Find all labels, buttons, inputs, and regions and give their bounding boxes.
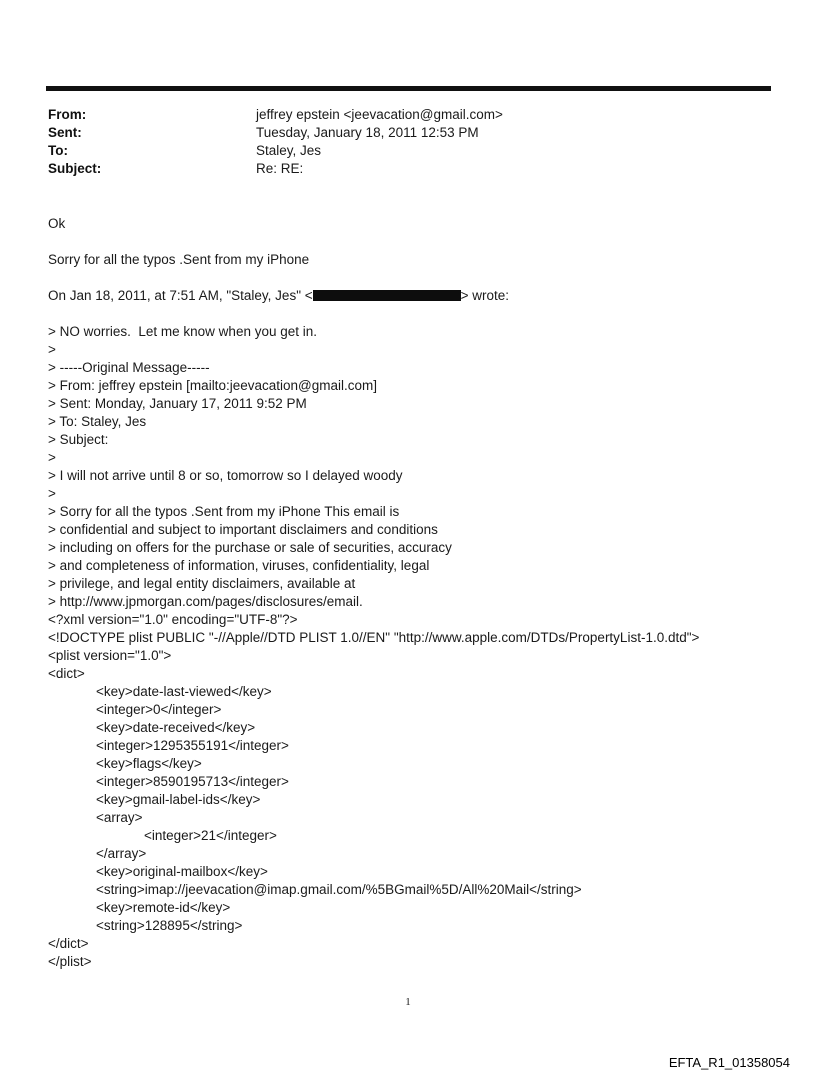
- plist-doctype: <!DOCTYPE plist PUBLIC "-//Apple//DTD PLIST 1.0//EN" "http://www.apple.com/DTDs/PropertyList-1.0.dtd">: [48, 630, 700, 645]
- quoted-line: > confidential and subject to important disclaimers and conditions: [48, 522, 438, 537]
- subject-value: Re: RE:: [256, 161, 304, 176]
- redaction-bar: [313, 290, 461, 301]
- quoted-line: > including on offers for the purchase or sale of securities, accuracy: [48, 540, 452, 555]
- from-row: [48, 106, 748, 124]
- sent-row: [48, 124, 748, 142]
- reply-ok: Ok: [48, 216, 66, 231]
- to-row: [48, 142, 748, 160]
- to-label: To:: [48, 143, 68, 158]
- dict-line: <key>gmail-label-ids</key>: [96, 792, 261, 807]
- quoted-line: >: [48, 486, 56, 501]
- dict-line: <key>remote-id</key>: [96, 900, 231, 915]
- quoted-message: [48, 323, 788, 611]
- dict-line: <string>imap://jeevacation@imap.gmail.com/%5BGmail%5D/All%20Mail</string>: [96, 882, 582, 897]
- plist-block: [48, 611, 788, 971]
- sent-label: Sent:: [48, 125, 82, 140]
- quoted-line: >: [48, 450, 56, 465]
- quoted-line: > NO worries. Let me know when you get in.: [48, 324, 317, 339]
- quoted-line: > I will not arrive until 8 or so, tomorrow so I delayed woody: [48, 468, 403, 483]
- dict-line: <integer>0</integer>: [96, 702, 222, 717]
- sent-value: Tuesday, January 18, 2011 12:53 PM: [256, 125, 479, 140]
- array-item: <integer>21</integer>: [144, 828, 277, 843]
- quoted-line: > -----Original Message-----: [48, 360, 210, 375]
- dict-line: <integer>8590195713</integer>: [96, 774, 289, 789]
- from-label: From:: [48, 107, 87, 122]
- from-value: jeffrey epstein <jeevacation@gmail.com>: [256, 107, 503, 122]
- email-header: [48, 106, 748, 178]
- dict-line: <integer>1295355191</integer>: [96, 738, 289, 753]
- reply-signature: Sorry for all the typos .Sent from my iPhone: [48, 252, 310, 267]
- quoted-line: > To: Staley, Jes: [48, 414, 147, 429]
- subject-label: Subject:: [48, 161, 102, 176]
- quoted-line: > Subject:: [48, 432, 109, 447]
- attribution-suffix: > wrote:: [460, 288, 510, 303]
- attribution-prefix: On Jan 18, 2011, at 7:51 AM, "Staley, Jes" <: [48, 288, 313, 303]
- quoted-line: > and completeness of information, viruses, confidentiality, legal: [48, 558, 430, 573]
- email-body: [48, 215, 788, 971]
- dict-line: <array>: [96, 810, 143, 825]
- dict-line: <key>date-received</key>: [96, 720, 256, 735]
- dict-line: <key>flags</key>: [96, 756, 202, 771]
- xml-declaration: <?xml version="1.0" encoding="UTF-8"?>: [48, 612, 298, 627]
- quoted-line: > Sent: Monday, January 17, 2011 9:52 PM: [48, 396, 307, 411]
- dict-close: </dict>: [48, 936, 89, 951]
- page-number: 1: [405, 996, 411, 1008]
- quoted-line: > http://www.jpmorgan.com/pages/disclosures/email.: [48, 594, 363, 609]
- dict-line: <key>date-last-viewed</key>: [96, 684, 272, 699]
- plist-open: <plist version="1.0">: [48, 648, 172, 663]
- quoted-line: >: [48, 342, 56, 357]
- quoted-line: > From: jeffrey epstein [mailto:jeevacation@gmail.com]: [48, 378, 377, 393]
- dict-open: <dict>: [48, 666, 85, 681]
- dict-line: </array>: [96, 846, 147, 861]
- header-rule: [46, 86, 771, 91]
- to-value: Staley, Jes: [256, 143, 322, 158]
- subject-row: [48, 160, 748, 178]
- quoted-line: > privilege, and legal entity disclaimers, available at: [48, 576, 356, 591]
- dict-line: <key>original-mailbox</key>: [96, 864, 268, 879]
- quote-attribution: [48, 287, 788, 305]
- plist-close: </plist>: [48, 954, 92, 969]
- document-id: EFTA_R1_01358054: [668, 1055, 790, 1070]
- dict-line: <string>128895</string>: [96, 918, 243, 933]
- quoted-line: > Sorry for all the typos .Sent from my iPhone This email is: [48, 504, 400, 519]
